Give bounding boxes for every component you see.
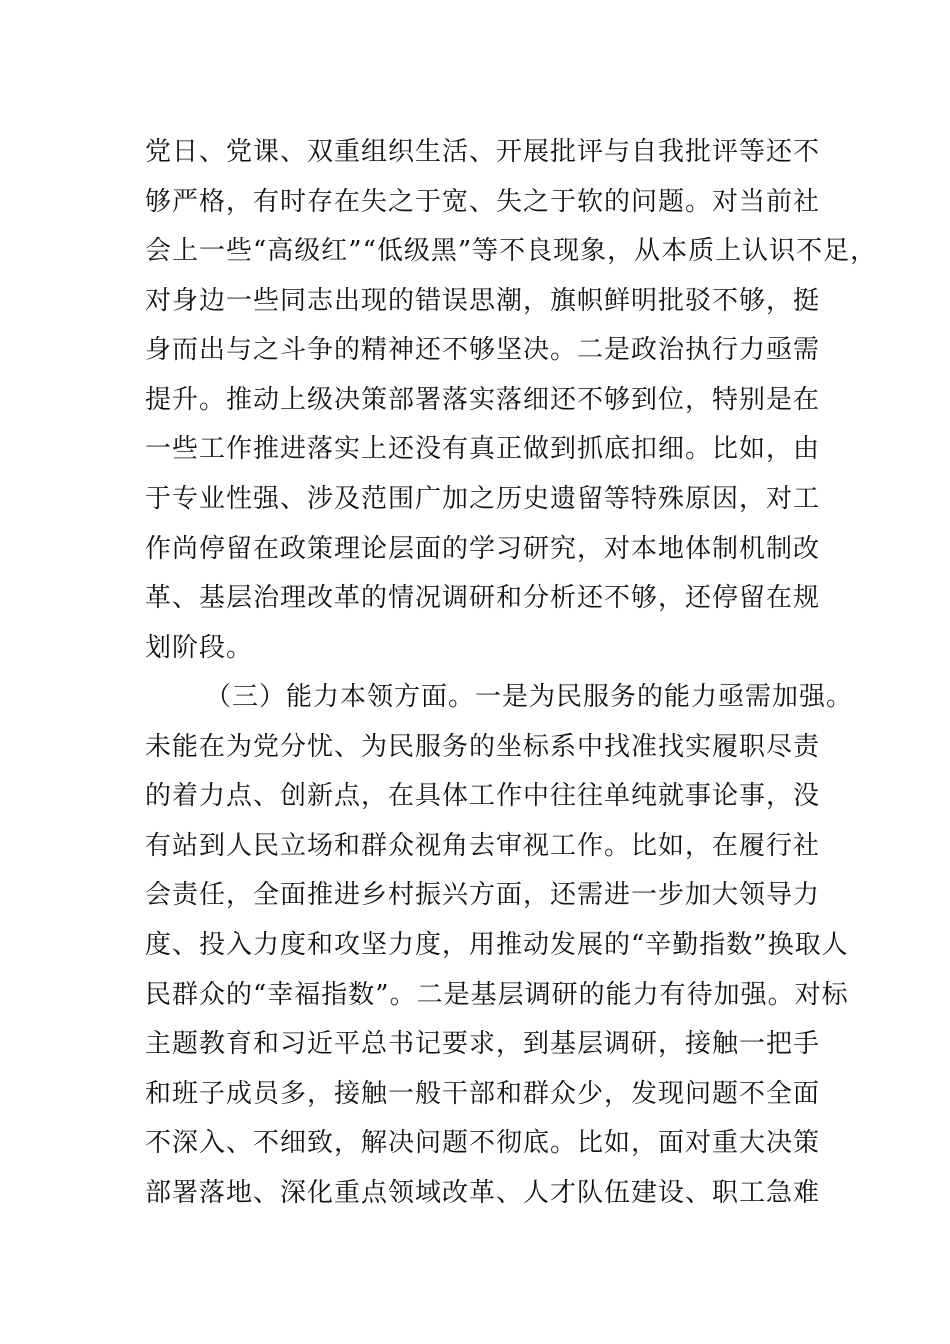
section-heading-line: （三）能力本领方面。一是为民服务的能力亟需加强。 <box>205 682 854 712</box>
text-line: 一些工作推进落实上还没有真正做到抓底扣细。比如，由 <box>145 434 821 464</box>
text-line: 部署落地、深化重点领域改革、人才队伍建设、职工急难 <box>145 1178 821 1208</box>
text-line: 革、基层治理改革的情况调研和分析还不够，还停留在规 <box>145 583 821 613</box>
text-line: 主题教育和习近平总书记要求，到基层调研，接触一把手 <box>145 1029 821 1059</box>
text-line: 提升。推动上级决策部署落实落细还不够到位，特别是在 <box>145 385 821 415</box>
text-line: 度、投入力度和攻坚力度，用推动发展的“辛勤指数”换取人 <box>145 930 849 960</box>
text-line: 会责任，全面推进乡村振兴方面，还需进一步加大领导力 <box>145 880 821 910</box>
text-line: 的着力点、创新点，在具体工作中往往单纯就事论事，没 <box>145 781 821 811</box>
text-line: 够严格，有时存在失之于宽、失之于软的问题。对当前社 <box>145 187 821 217</box>
text-line: 有站到人民立场和群众视角去审视工作。比如，在履行社 <box>145 831 821 861</box>
text-line: 身而出与之斗争的精神还不够坚决。二是政治执行力亟需 <box>145 335 821 365</box>
text-line: 民群众的“幸福指数”。二是基层调研的能力有待加强。对标 <box>145 980 849 1010</box>
text-line: 会上一些“高级红”“低级黑”等不良现象，从本质上认识不足， <box>145 236 878 266</box>
text-line: 划阶段。 <box>145 633 254 663</box>
text-line: 对身边一些同志出现的错误思潮，旗帜鲜明批驳不够，挺 <box>145 286 821 316</box>
text-line: 不深入、不细致，解决问题不彻底。比如，面对重大决策 <box>145 1128 821 1158</box>
text-line: 作尚停留在政策理论层面的学习研究，对本地体制机制改 <box>145 534 821 564</box>
text-line: 未能在为党分忧、为民服务的坐标系中找准找实履职尽责 <box>145 732 821 762</box>
text-line: 于专业性强、涉及范围广加之历史遗留等特殊原因，对工 <box>145 484 821 514</box>
text-line: 和班子成员多，接触一般干部和群众少，发现问题不全面 <box>145 1079 821 1109</box>
text-line: 党日、党课、双重组织生活、开展批评与自我批评等还不 <box>145 137 821 167</box>
